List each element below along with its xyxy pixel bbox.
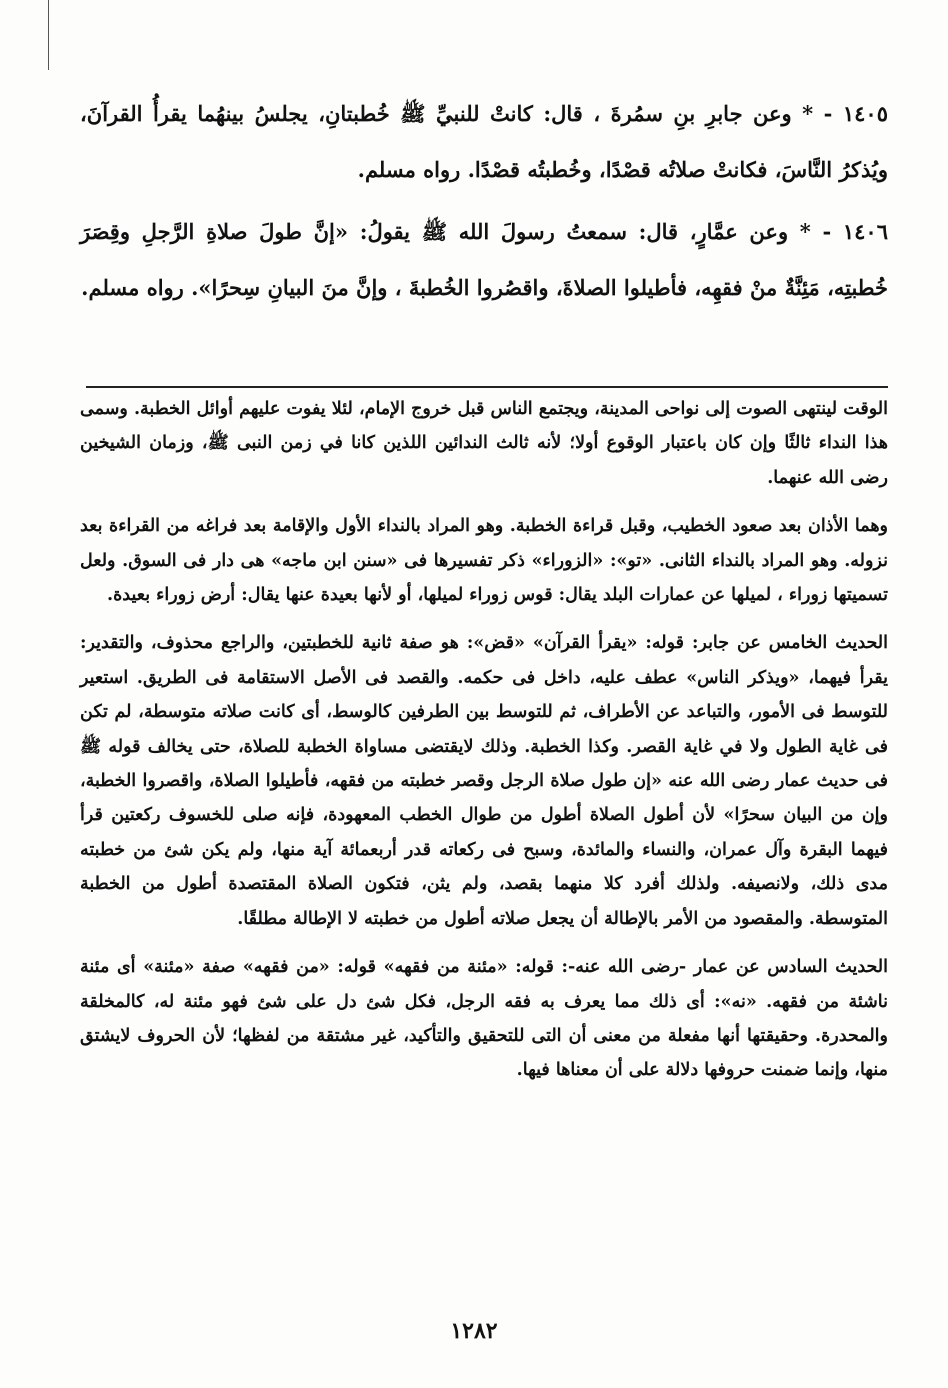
hadith-1405: ١٤٠٥ - * وعن جابرِ بنِ سمُرةَ ، قال: كانتْ للنبيِّ ﷺ خُطبتانِ، يجلسُ بينهُما يقرأُ القرآنَ، ويُذكرُ النَّاسَ، فكانتْ صلاتُه قصْدًا، وخُطبتُه قصْدًا. رواه مسلم. xyxy=(80,101,888,182)
note-paragraph-4: الحديث السادس عن عمار -رضى الله عنه-: قوله: «مئنة من فقهه» قوله: «من فقهه» صفة «مئنة» أى مئنة ناشئة من فقهه. «نه»: أى ذلك مما يعرف به فقه الرجل، فكل شئ دل على شئ فهو مئنة له، كالمخلقة والمحدرة. وحقيقتها أنها مفعلة من معنى أن التى للتحقيق والتأكيد، غير مشتقة من لفظها؛ لأن الحروف لايشتق منها، وإنما ضمنت حروفها دلالة على أن معناها فيها. xyxy=(80,957,888,1081)
footnote-divider xyxy=(86,386,888,388)
note-paragraph-3: الحديث الخامس عن جابر: قوله: «يقرأ القرآن» «قض»: هو صفة ثانية للخطبتين، والراجع محذوف، والتقدير: يقرأ فيهما، «ويذكر الناس» عطف عليه، داخل فى حكمه. والقصد فى الأصل الاستقامة فى الطريق. استعير للتوسط فى الأمور، والتباعد عن الأطراف، ثم للتوسط بين الطرفين كالوسط، أى كانت صلاته متوسطة، لم تكن فى غاية الطول ولا في غاية القصر. وكذا الخطبة. وذلك لايقتضى مساواة الخطبة للصلاة، حتى يخالف قوله ﷺ فى حديث عمار رضى الله عنه «إن طول صلاة الرجل وقصر خطبته من فقهه، فأطيلوا الصلاة، واقصروا الخطبة، وإن من البيان سحرًا» لأن أطول الصلاة أطول من طوال الخطب المعهودة، فإنه صلى للخسوف ركعتين قرأ فيهما البقرة وآل عمران، والنساء والمائدة، وسبح فى ركعاته قدر أربعمائة آية منها، ولم يكن شئ من خطبته مدى ذلك، ولانصيفه. ولذلك أفرد كلا منهما بقصد، ولم يثن، فتكون الصلاة المقتصدة أطول من الخطبة المتوسطة. والمقصود من الأمر بالإطالة أن يجعل صلاته أطول من خطبته لا الإطالة مطلقًا. xyxy=(80,633,888,929)
commentary-notes xyxy=(80,392,888,1102)
main-text xyxy=(80,86,888,322)
page-number: ١٢٨٢ xyxy=(450,1318,498,1344)
note-paragraph-1: الوقت لينتهى الصوت إلى نواحى المدينة، ويجتمع الناس قبل خروج الإمام، لئلا يفوت عليهم أوائل الخطبة. وسمى هذا النداء ثالثًا وإن كان باعتبار الوقوع أولا؛ لأنه ثالث الندائين اللذين كانا في زمن النبى ﷺ، وزمان الشيخين رضى الله عنهما. xyxy=(80,399,888,488)
binding-edge-line xyxy=(48,0,49,70)
note-paragraph-2: وهما الأذان بعد صعود الخطيب، وقبل قراءة الخطبة. وهو المراد بالنداء الأول والإقامة بعد فراغه من القراءة بعد نزوله. وهو المراد بالنداء الثانى. «تو»: «الزوراء» ذكر تفسيرها فى «سنن ابن ماجه» هى دار فى السوق. ولعل تسميتها زوراء ، لميلها عن عمارات البلد يقال: قوس زوراء لميلها، أو لأنها بعيدة عنها يقال: أرض زوراء بعيدة. xyxy=(80,516,888,606)
hadith-1406: ١٤٠٦ - * وعن عمَّارٍ، قال: سمعتُ رسولَ الله ﷺ يقولُ: «إنَّ طولَ صلاةِ الرَّجلِ وقِصَرَ خُطبتِه، مَئِنَّةٌ منْ فقهِه، فأطيلوا الصلاةَ، واقصُروا الخُطبةَ ، وإنَّ منَ البيانِ سِحرًا». رواه مسلم. xyxy=(80,219,888,300)
